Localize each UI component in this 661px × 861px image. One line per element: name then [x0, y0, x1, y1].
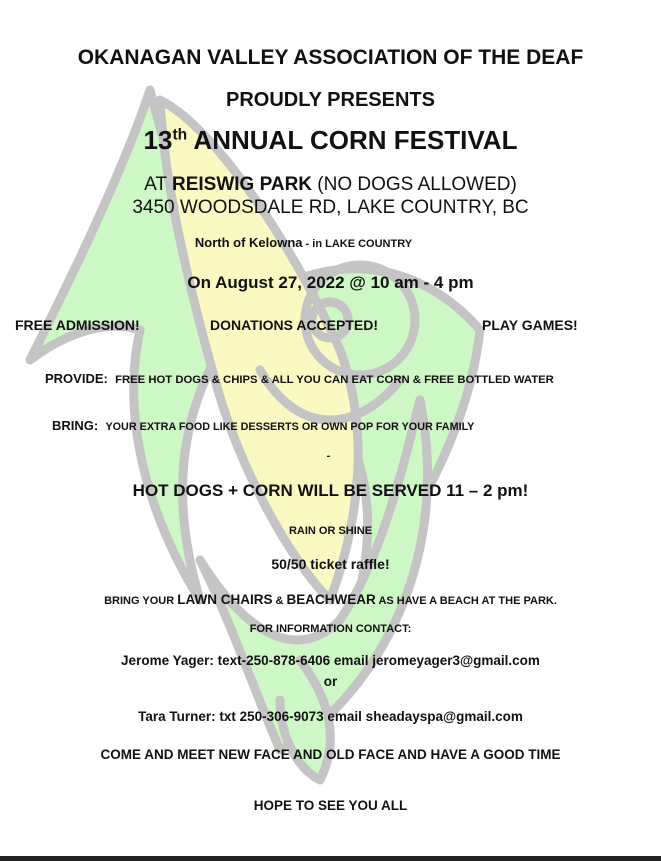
- contact-jerome: Jerome Yager: text-250-878-6406 email jeromeyager3@gmail.com: [121, 653, 540, 668]
- contact-tara: Tara Turner: txt 250-306-9073 email sheadayspa@gmail.com: [138, 709, 523, 724]
- provide-text: FREE HOT DOGS & CHIPS & ALL YOU CAN EAT CORN & FREE BOTTLED WATER: [115, 374, 554, 386]
- beach-text-a: BRING YOUR: [104, 595, 178, 607]
- beach-lawn-chairs: LAWN CHAIRS: [177, 592, 273, 607]
- beach-text-e: AS HAVE A BEACH AT THE PARK.: [375, 595, 557, 607]
- beach-text-c: &: [272, 595, 287, 607]
- highlight-games: PLAY GAMES!: [482, 317, 578, 333]
- area-sub: - in LAKE COUNTRY: [302, 238, 413, 250]
- title-number: 13: [143, 125, 173, 155]
- address-line: 3450 WOODSDALE RD, LAKE COUNTRY, BC: [132, 197, 529, 218]
- title-text: ANNUAL CORN FESTIVAL: [187, 125, 518, 155]
- bottom-bar: [0, 856, 661, 861]
- org-name: OKANAGAN VALLEY ASSOCIATION OF THE DEAF: [77, 46, 584, 69]
- venue-prefix: AT: [144, 174, 172, 195]
- raffle-line: 50/50 ticket raffle!: [271, 556, 390, 572]
- date-line: On August 27, 2022 @ 10 am - 4 pm: [187, 273, 474, 292]
- provide-label: PROVIDE:: [45, 371, 108, 386]
- served-line: HOT DOGS + CORN WILL BE SERVED 11 – 2 pm!: [132, 481, 529, 500]
- highlight-free-admission: FREE ADMISSION!: [15, 317, 140, 333]
- bring-label: BRING:: [52, 418, 99, 433]
- area-line: [0, 235, 634, 250]
- venue-line: [0, 174, 661, 196]
- beach-beachwear: BEACHWEAR: [286, 592, 376, 607]
- contact-heading: FOR INFORMATION CONTACT:: [249, 623, 412, 635]
- separator-dash: -: [326, 450, 331, 462]
- venue-name: REISWIG PARK: [171, 174, 313, 195]
- area-main: North of Kelowna: [194, 235, 303, 250]
- rain-line: RAIN OR SHINE: [288, 525, 373, 537]
- highlight-donations: DONATIONS ACCEPTED!: [210, 317, 378, 333]
- or-separator: or: [323, 674, 338, 689]
- bring-line: [52, 418, 474, 433]
- come-line: COME AND MEET NEW FACE AND OLD FACE AND HAVE A GOOD TIME: [100, 747, 561, 762]
- title-suffix: th: [172, 126, 188, 144]
- venue-note: (NO DOGS ALLOWED): [312, 174, 517, 195]
- presents-line: PROUDLY PRESENTS: [226, 89, 435, 111]
- hope-line: HOPE TO SEE YOU ALL: [253, 798, 408, 813]
- provide-line: [45, 371, 554, 386]
- bring-text: YOUR EXTRA FOOD LIKE DESSERTS OR OWN POP FOR YOUR FAMILY: [105, 421, 475, 433]
- beach-line: [0, 592, 661, 607]
- festival-title: [0, 125, 661, 156]
